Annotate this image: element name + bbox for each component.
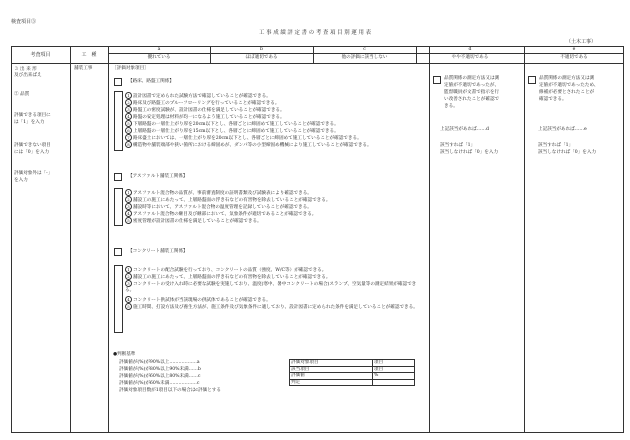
- e-count: 上記該当があれば……e: [538, 127, 587, 132]
- score-unit: 項目: [373, 366, 415, 373]
- doc-title: 工 事 成 績 評 定 書 の 考 査 項 目 別 運 用 表: [259, 30, 371, 36]
- col-divider: [429, 46, 430, 433]
- list-item: 1 設計図書で定められた試験方法で確認していることが確認できる。: [125, 92, 271, 100]
- item-checkbox-column-subgrade[interactable]: [114, 91, 123, 151]
- d-criteria: 監督職員が文書で指示を行: [444, 90, 500, 95]
- note-input-1: 評価できる項目に: [14, 113, 51, 118]
- e-criteria: 品質関係の測定方法又は測: [539, 76, 595, 81]
- score-label: 評価対象項目: [290, 360, 373, 367]
- grade-desc-c: 他の評価に該当しない: [341, 55, 388, 60]
- list-item: 3 路盤工の密度試験が、設計図書の仕様を満足していることが確認できる。: [125, 106, 285, 114]
- judgement-title: ●判断基準: [113, 352, 136, 357]
- table-row: [290, 379, 415, 386]
- grade-desc-e: 不適切である: [560, 55, 588, 60]
- score-label: 該当項目: [290, 366, 373, 373]
- e-criteria: 修補が必要とされたことが: [539, 90, 595, 95]
- score-unit: [373, 379, 415, 386]
- table-row: [290, 366, 415, 373]
- note-input-0: には「0」を入力: [14, 150, 50, 155]
- list-item: 2 舗設工の施工にあたって、上層路盤面の浮き石などの有害物を除去していることが確認できる。: [125, 273, 330, 281]
- d-checkbox[interactable]: [433, 76, 441, 84]
- section-title-concrete: 【コンクリート舗装工関係】: [128, 249, 188, 254]
- section-checkbox-asphalt[interactable]: [114, 173, 122, 181]
- grade-letter-c: c: [363, 47, 366, 52]
- grade-desc-b: ほぼ適切である: [245, 55, 278, 60]
- e-criteria: 確認できる。: [539, 97, 567, 102]
- grade-letter-b: b: [260, 47, 263, 52]
- score-unit: %: [373, 373, 415, 380]
- list-item: 6 上層路盤の一層仕上がり厚を15cm以下とし、各層ごとに締固めて施工していることが確認できる。: [125, 127, 339, 135]
- section-checkbox-subgrade[interactable]: [114, 78, 122, 86]
- d-criteria: 品質関係の測定方法又は測: [444, 76, 500, 81]
- d-rule: 該当すれば「1」: [440, 143, 476, 148]
- note-not-applicable: 評価対象外は「-」: [14, 171, 53, 176]
- d-criteria: い改善されたことが確認で: [444, 97, 500, 102]
- e-checkbox[interactable]: [528, 76, 536, 84]
- list-item: 2 舗設工の施工にあたって、上層路盤面の浮き石などの有害物を除去していることが確認できる。: [125, 196, 330, 204]
- table-row: [290, 373, 415, 380]
- list-item: 1 コンクリートの配合試験を行っており、コンクリートの品質（強度、W/C等）が確認できる。: [125, 266, 326, 274]
- item-label: ３ 出 来 形: [14, 67, 37, 72]
- judgement-line: 評価対象項目数が1項目以下の場合はc評価とする: [119, 388, 221, 393]
- row-divider: [11, 63, 624, 64]
- work-type: 舗装工事: [74, 66, 93, 71]
- score-table: [289, 359, 415, 386]
- d-count: 上記該当があれば……d: [440, 127, 489, 132]
- grade-desc-a: 優れている: [147, 55, 171, 60]
- list-item: 5 下層路盤の一層仕上がり厚を20cm以下とし、各層ごとに締固めて施工していることが確認できる。: [125, 120, 339, 128]
- item-checkbox-column-concrete[interactable]: [114, 265, 123, 333]
- list-item: 4 コンクリート供試体が当該現場の供試体であることが確認できる。: [125, 296, 271, 304]
- list-item: 4 アスファルト混合物の継目及び継部において、気象条件が適切であることが確認できる。: [125, 210, 316, 218]
- list-item: 8 構造物や舗装端部や狭い箇所における締固めが、ダンパ等の小型締固め機械により施工していることが確認できる。: [125, 141, 372, 149]
- judgement-line: 評価値が(%)が80%以上90%未満……b: [119, 367, 201, 372]
- list-item: 5 密度管理が設計図書の仕様を満足していることが確認できる。: [125, 217, 262, 225]
- doc-category: （土木工事）: [566, 39, 597, 45]
- section-title-subgrade: 【路床、路盤工関係】: [128, 79, 174, 84]
- grade-letter-a: a: [157, 47, 161, 52]
- list-item: 2 路床及び路盤工のプルーフローリングを行っていることが確認できる。: [125, 99, 280, 107]
- section-checkbox-concrete[interactable]: [114, 248, 122, 256]
- list-item: 7 路床盛土においては、一層仕上がり厚を20cm以下とし、各層ごとに締固めて施工していることが確認できる。: [125, 134, 362, 142]
- note-input-1: は「1」を入力: [14, 120, 45, 125]
- score-unit: 項目: [373, 360, 415, 367]
- list-item: 4 路盤の安定処理は材料が均一になるよう施工していることが確認できる。: [125, 113, 285, 121]
- grade-desc-d: やや不適切である: [451, 55, 489, 60]
- doc-tag: 検査項目③: [11, 19, 37, 25]
- grade-letter-d: d: [468, 47, 472, 52]
- note-not-applicable: を入力: [14, 178, 28, 183]
- item-checkbox-column-asphalt[interactable]: [114, 188, 123, 226]
- judgement-line: 評価値が(%)が60%以上80%未満……c: [119, 374, 201, 379]
- e-rule: 該当しなければ「0」を入力: [538, 150, 597, 155]
- col-divider: [524, 46, 525, 433]
- e-criteria: 定値が不適切であったため、: [539, 83, 599, 88]
- sub-item-label: ② 品質: [14, 92, 30, 97]
- e-rule: 該当すれば「1」: [538, 143, 574, 148]
- col-divider: [108, 46, 109, 433]
- score-label: 評価値: [290, 373, 373, 380]
- list-item: 3 コンクリートの受け入れ時に必要な試験を実施しており、温度(寒中、暑中コンクリートの場合)スランプ、空気量等の測定結果が確認できる。: [125, 281, 417, 294]
- table-row: [290, 360, 415, 367]
- col-divider: [70, 46, 71, 433]
- d-criteria: きる。: [444, 104, 458, 109]
- list-item: 3 舗設時等において、アスファルト混合物の温度管理を記録していることが確認できる。: [125, 203, 312, 211]
- list-item: 5 施工時間、打設方法及び養生方法が、施工条件及び気象条件に適しており、設計図書に定められた条件を満足していることが確認できる。: [125, 303, 418, 311]
- note-input-0: 評価できない項目: [14, 143, 51, 148]
- d-criteria: 定値が不適切であったが、: [444, 83, 500, 88]
- section-title-asphalt: 【アスファルト舗装工関係】: [128, 174, 188, 179]
- header-item: 考査項目: [30, 52, 51, 58]
- judgement-line: 評価値が(%)が60%未満………………c: [119, 381, 200, 386]
- item-label: 及び出来ばえ: [14, 73, 42, 78]
- judgement-line: 評価値が(%)が90%以上………………a: [119, 360, 200, 365]
- grade-letter-e: e: [572, 47, 576, 52]
- score-label: 判定: [290, 379, 373, 386]
- d-rule: 該当しなければ「0」を入力: [440, 150, 499, 155]
- eval-target-label: ［評価対象項目］: [112, 66, 149, 71]
- list-item: 1 アスファルト混合物の品質が、事前審査制度の証明書類及び試験表により確認できる。: [125, 189, 312, 197]
- header-type: 工 種: [81, 52, 97, 58]
